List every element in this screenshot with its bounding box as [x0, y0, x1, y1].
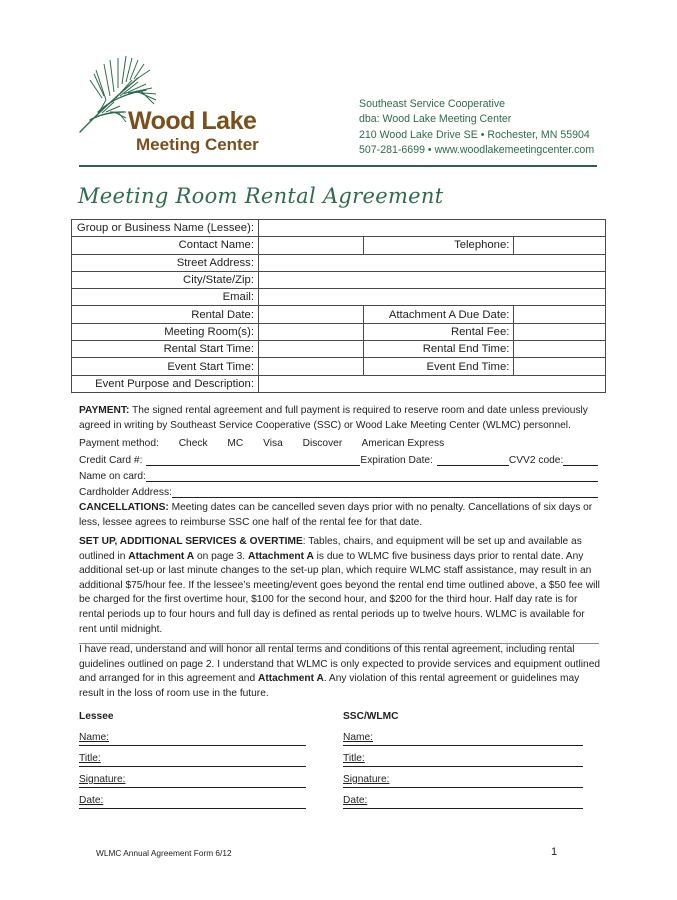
field-label: Telephone: — [363, 237, 514, 254]
lessee-signature-field[interactable]: Signature: — [79, 774, 306, 788]
table-row — [72, 306, 606, 323]
ssc-signature-block — [343, 711, 583, 816]
info-table — [71, 219, 606, 393]
lessee-date-field[interactable]: Date: — [79, 795, 306, 809]
payment-method-label: Payment method: — [79, 438, 159, 449]
ssc-name-field[interactable]: Name: — [343, 732, 583, 746]
name-on-card-field[interactable] — [146, 471, 598, 482]
event-end-time-field[interactable] — [514, 358, 606, 375]
ssc-heading: SSC/WLMC — [343, 711, 399, 722]
field-label: Contact Name: — [72, 237, 259, 254]
address: 210 Wood Lake Drive SE • Rochester, MN 55904 — [359, 128, 590, 141]
cvv-label: CVV2 code: — [508, 455, 564, 466]
cancellations-text: Meeting dates can be cancelled seven days prior with no penalty. Cancellations of six days or less, lessee agrees to reimburse SSC one half of the rental fee for that date. — [79, 502, 593, 528]
cardholder-address-row — [79, 484, 598, 498]
cancellations-heading: CANCELLATIONS: — [79, 502, 169, 513]
table-row — [72, 237, 606, 254]
city-state-zip-field[interactable] — [258, 271, 605, 288]
setup-text: : Tables, chairs, and equipment will be set up and available as outlined in — [79, 536, 582, 562]
payment-heading: PAYMENT: — [79, 405, 130, 416]
phone-website: 507-281-6699 • www.woodlakemeetingcenter.com — [359, 143, 595, 156]
payment-option-discover[interactable]: Discover — [302, 438, 343, 449]
expiration-field[interactable] — [437, 455, 509, 466]
payment-option-check[interactable]: Check — [178, 438, 208, 449]
payment-text: The signed rental agreement and full payment is required to reserve room and date unless previously agreed in writing by Southeast Service Cooperative (SSC) or Wood Lake Meeting Center (WLMC) personnel. — [79, 405, 588, 431]
table-row — [72, 220, 606, 237]
credit-card-row — [79, 452, 598, 466]
lessee-heading: Lessee — [79, 711, 114, 722]
expiration-label: Expiration Date: — [360, 455, 433, 466]
field-label: Email: — [72, 289, 259, 306]
meeting-rooms-field[interactable] — [258, 323, 363, 340]
attachment-a-ref: Attachment A — [257, 673, 324, 685]
group-name-field[interactable] — [258, 220, 605, 237]
lessee-title-field[interactable]: Title: — [79, 753, 306, 767]
rental-date-field[interactable] — [258, 306, 363, 323]
page-number: 1 — [551, 846, 558, 858]
contact-block — [359, 97, 594, 158]
email-field[interactable] — [258, 289, 605, 306]
logo-name: Wood Lake — [128, 107, 257, 135]
cancellations-section — [79, 501, 601, 530]
table-row — [72, 254, 606, 271]
acknowledgement-text: . Any violation of this rental agreement or guidelines may result in the loss of room use in the future. — [79, 673, 580, 699]
field-label: Rental Date: — [72, 306, 259, 323]
payment-methods — [79, 438, 461, 449]
field-label: Attachment A Due Date: — [363, 306, 514, 323]
table-row — [72, 323, 606, 340]
name-on-card-label: Name on card: — [79, 471, 146, 482]
setup-section — [79, 535, 601, 637]
payment-option-visa[interactable]: Visa — [263, 438, 283, 449]
field-label: Event End Time: — [363, 358, 514, 375]
table-row — [72, 375, 606, 392]
table-row — [72, 289, 606, 306]
acknowledgement-section — [79, 643, 601, 701]
lessee-signature-block — [79, 711, 306, 816]
field-label: Meeting Room(s): — [72, 323, 259, 340]
event-purpose-field[interactable] — [258, 375, 605, 392]
credit-card-label: Credit Card #: — [79, 455, 143, 466]
table-row — [72, 358, 606, 375]
page-title: Meeting Room Rental Agreement — [78, 184, 444, 208]
logo — [76, 50, 306, 160]
org-name: Southeast Service Cooperative — [359, 98, 506, 110]
payment-section — [79, 404, 601, 433]
field-label: Rental Start Time: — [72, 341, 259, 358]
attachment-a-ref: Attachment A — [128, 550, 195, 562]
lessee-name-field[interactable]: Name: — [79, 732, 306, 746]
event-start-time-field[interactable] — [258, 358, 363, 375]
payment-option-mc[interactable]: MC — [227, 438, 244, 449]
contact-name-field[interactable] — [258, 237, 363, 254]
credit-card-field[interactable] — [146, 455, 360, 466]
cardholder-address-label: Cardholder Address: — [79, 487, 172, 498]
header-divider — [79, 165, 597, 167]
setup-text: is due to WLMC five business days prior to rental date. Any additional set-up or last minute changes to the set-up plan, which require WLMC staff assistance, may result in an additional $75/hour fee. If the lessee’s meeting/event goes beyond the rental end time outlined above, a $50 fee will be charged for the first overtime hour, $100 for the second hour, and $200 for the third hour. Half day rate is for rental periods up to four hours and full day is defined as rental periods up to twelve hours. WLMC is available for rent until midnight. — [79, 550, 600, 635]
field-label: Rental Fee: — [363, 323, 514, 340]
field-label: City/State/Zip: — [72, 271, 259, 288]
cvv-field[interactable] — [563, 455, 598, 466]
ssc-date-field[interactable]: Date: — [343, 795, 583, 809]
ssc-title-field[interactable]: Title: — [343, 753, 583, 767]
payment-option-amex[interactable]: American Express — [361, 438, 445, 449]
table-row — [72, 271, 606, 288]
rental-fee-field[interactable] — [514, 323, 606, 340]
rental-end-time-field[interactable] — [514, 341, 606, 358]
rental-start-time-field[interactable] — [258, 341, 363, 358]
attachment-a-ref: Attachment A — [247, 550, 314, 562]
name-on-card-row — [79, 468, 598, 482]
acknowledgement-text: I have read, understand and will honor all rental terms and conditions of this rental agreement, including rental guidelines outlined on page 2. I understand that WLMC is only expected to provide services and equipment outlined and arranged for in this agreement and — [79, 644, 601, 685]
field-label: Group or Business Name (Lessee): — [72, 220, 259, 237]
table-row — [72, 341, 606, 358]
cardholder-address-field[interactable] — [172, 487, 598, 498]
street-address-field[interactable] — [258, 254, 605, 271]
field-label: Event Start Time: — [72, 358, 259, 375]
logo-subtitle: Meeting Center — [136, 135, 259, 154]
attachment-due-date-field[interactable] — [514, 306, 606, 323]
field-label: Street Address: — [72, 254, 259, 271]
field-label: Event Purpose and Description: — [72, 375, 259, 392]
form-id: WLMC Annual Agreement Form 6/12 — [96, 848, 232, 858]
telephone-field[interactable] — [514, 237, 606, 254]
setup-text: on page 3. — [194, 550, 248, 562]
dba-name: dba: Wood Lake Meeting Center — [359, 113, 512, 126]
setup-heading: SET UP, ADDITIONAL SERVICES & OVERTIME — [79, 536, 303, 547]
field-label: Rental End Time: — [363, 341, 514, 358]
ssc-signature-field[interactable]: Signature: — [343, 774, 583, 788]
